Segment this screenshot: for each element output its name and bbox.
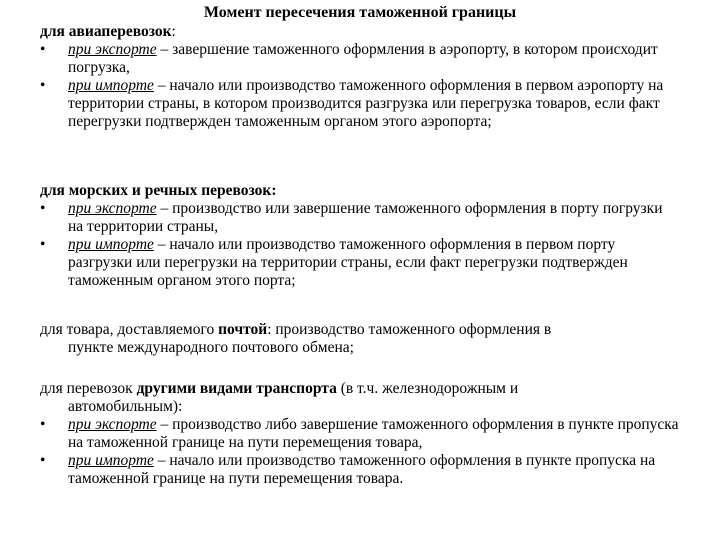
list-item [40,41,680,77]
list-item [40,416,680,452]
section-post-suffix: : производство таможенного оформления в [267,321,552,338]
section-other-line [40,380,680,398]
section-post-prefix: для товара, доставляемого [40,321,219,338]
section-other [40,380,680,488]
section-other-keyword: другими видами транспорта [136,380,337,397]
section-air-heading-line [40,23,680,41]
section-other-suffix: (в т.ч. железнодорожным и [336,380,519,397]
page-title: Момент пересечения таможенной границы [203,4,517,21]
section-air [40,23,680,131]
section-air-colon: : [171,23,176,40]
bullet-icon: • [40,200,46,217]
item-text: – производство или завершение таможенного оформления в порту погрузки на территории страны, [68,200,663,235]
mode-import: при импорте [68,452,154,469]
section-post-line [40,321,680,339]
list-item [40,452,680,488]
bullet-icon: • [40,416,46,433]
mode-export: при экспорте [68,200,157,217]
mode-import: при импорте [68,77,154,94]
bullet-icon: • [40,236,46,253]
list-item [40,200,680,236]
section-other-prefix: для перевозок [40,380,137,397]
mode-export: при экспорте [68,41,157,58]
section-post-keyword: почтой [218,321,268,338]
item-text: – производство либо завершение таможенного оформления в пункте пропуска на таможенной границе на пути перемещения товара, [68,416,679,451]
item-text: – начало или производство таможенного оформления в пункте пропуска на таможенной границе на пути перемещения товара. [68,452,656,487]
item-text: – завершение таможенного оформления в аэропорту, в котором происходит погрузка, [68,41,658,76]
list-item [40,77,680,131]
bullet-icon: • [40,41,46,58]
section-air-heading: для авиаперевозок [40,23,172,40]
section-sea-heading: для морских и речных перевозок: [40,182,277,199]
section-post-line2: пункте международного почтового обмена; [68,339,354,356]
item-text: – начало или производство таможенного оформления в первом аэропорту на территории страны, в котором производится разгрузка или перегрузка товаров, если факт перегрузки подтвержден таможенным органом этого аэропорта; [68,77,664,130]
list-item [40,236,680,290]
mode-import: при импорте [68,236,154,253]
section-other-line2: автомобильным): [68,398,183,415]
bullet-icon: • [40,77,46,94]
section-sea [40,182,680,290]
item-text: – начало или производство таможенного оформления в первом порту разгрузки или перегрузки на территории страны, если факт перегрузки подтвержден таможенным органом этого порта; [68,236,628,289]
mode-export: при экспорте [68,416,157,433]
bullet-icon: • [40,452,46,469]
section-post [40,321,680,357]
